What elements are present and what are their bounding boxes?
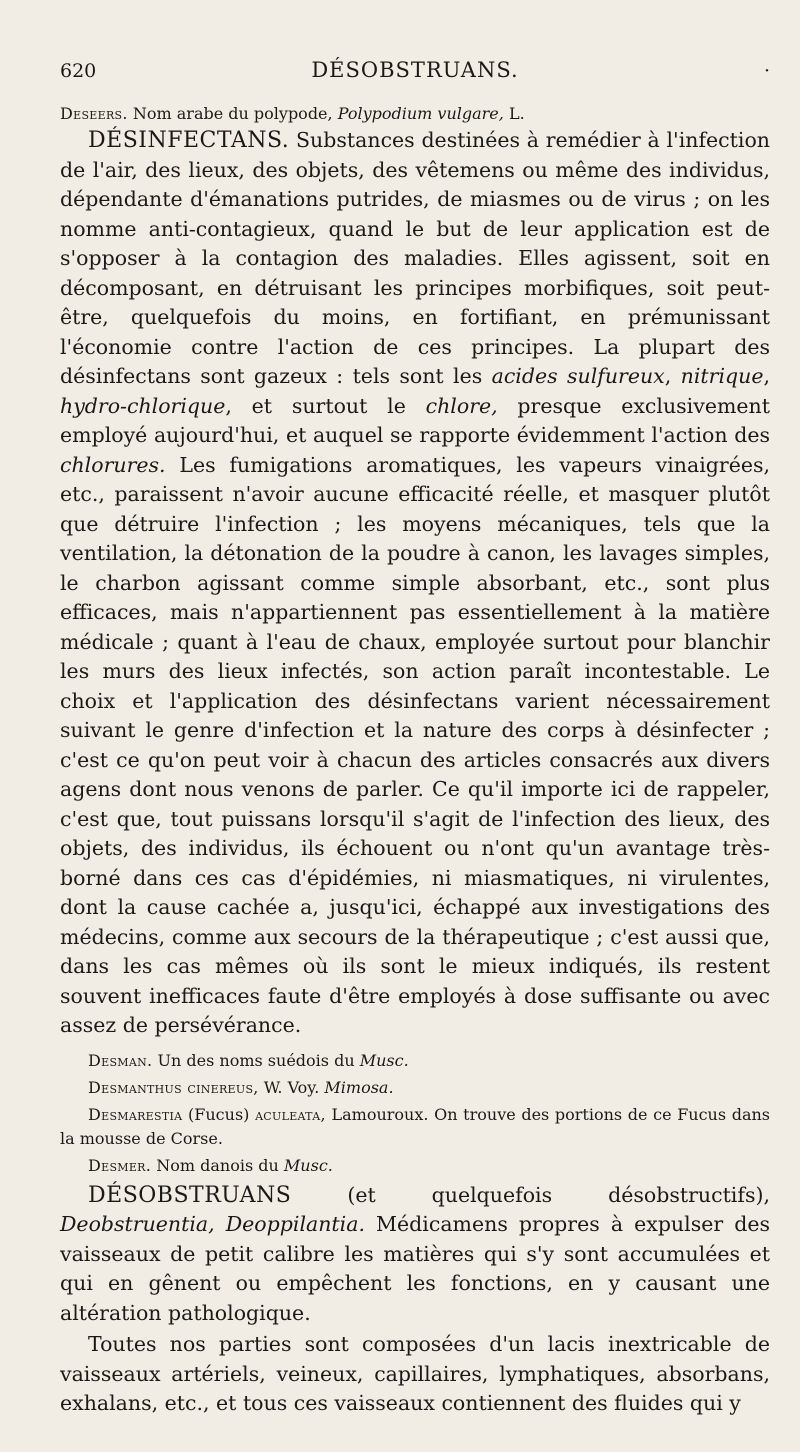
minor-entries — [60, 1049, 770, 1178]
running-title: DÉSOBSTRUANS. — [311, 58, 519, 82]
page-number: 620 — [60, 60, 97, 82]
entry-text: Lamouroux. On trouve des portions de ce Fucus dans la mousse de Corse. — [60, 1104, 771, 1148]
entry-desinfectans — [60, 126, 770, 1041]
entry-desobstruans — [60, 1181, 770, 1329]
entry-italic: Polypodium vulgare, — [337, 104, 504, 123]
paragraph-text: , et surtout le — [225, 393, 406, 418]
entry-italic: Mimosa. — [324, 1077, 394, 1097]
entry-head: Desmarestia — [88, 1104, 183, 1124]
italic-term: chlorures. — [60, 452, 166, 477]
entry-headword: DÉSOBSTRUANS — [88, 1182, 292, 1208]
entry-text: Un des noms suédois du — [157, 1050, 355, 1070]
paragraph-text: presque exclusivement employé aujourd'hui, et auquel se rapporte évidemment l'action des — [60, 393, 770, 447]
entry-italic: Musc. — [359, 1050, 409, 1070]
italic-term: Deobstruentia, Deoppilantia. — [60, 1212, 365, 1236]
entry-desman — [60, 1049, 770, 1073]
entry-head: Desman. — [88, 1050, 153, 1070]
entry-text: L. — [508, 104, 525, 123]
entry-desmanthus — [60, 1076, 770, 1100]
entry-head: Desmer. — [88, 1155, 152, 1175]
italic-term: acides sulfureux — [491, 364, 665, 388]
entry-text: Nom danois du — [156, 1155, 279, 1175]
page-header — [60, 58, 770, 102]
italic-term: chlore, — [425, 393, 498, 418]
entry-head: aculeata, — [255, 1104, 326, 1124]
entry-head: Deseers. — [60, 104, 128, 123]
paragraph-text: Médicamens propres à expulser des vaisseaux de petit calibre les matières qui s'y sont accumulées et qui en gênent ou empêchent les fonctions, en y causant une altération pathologique. — [60, 1212, 770, 1325]
paragraph-text: Substances destinées à remédier à l'infection de l'air, des lieux, des objets, des vêtemens ou même des individus, dépendante d'émanations putrides, de miasmes ou de virus ; on les nomme anti-contagieux, quand le but de leur application est de s'opposer à la contagion des maladies. Elles agissent, soit en décomposant, en détruisant les principes morbifiques, soit peut-être, quelquefois du moins, en fortifiant, en prémunissant l'économie contre l'action de ces principes. La plupart des désinfectans sont gazeux : tels sont les — [60, 128, 770, 388]
entry-text: (Fucus) — [188, 1104, 250, 1124]
entry-text: W. Voy. — [263, 1077, 320, 1097]
paragraph-text: Les fumigations aromatiques, les vapeurs vinaigrées, etc., paraissent n'avoir aucune efficacité réelle, et masquer plutôt que détruire l'infection ; les moyens mécaniques, tels que la ventilation, la détonation de la poudre à canon, les lavages simples, le charbon agissant comme simple absorbant, etc., sont plus efficaces, mais n'appartiennent pas essentiellement à la matière médicale ; quant à l'eau de chaux, employée surtout pour blanchir les murs des lieux infectés, son action paraît incontestable. Le choix et l'application des désinfectans varient nécessairement suivant le genre d'infection et la nature des corps à désinfecter ; c'est ce qu'on peut voir à chacun des articles consacrés aux divers agens dont nous venons de parler. Ce qu'il importe ici de rappeler, c'est que, tout puissans lorsqu'il s'agit de l'infection des lieux, des objets, des individus, ils échouent ou n'ont qu'un avantage très-borné dans ces cas d'épidémies, ni miasmatiques, ni virulentes, dont la cause cachée a, jusqu'ici, échappé aux investigations des médecins, comme aux secours de la thérapeutique ; c'est aussi que, dans les cas mêmes où ils sont le mieux indiqués, ils restent souvent inefficaces faute d'être employés à dose suffisante ou avec assez de persévérance. — [60, 452, 770, 1037]
entry-text: Nom arabe du polypode, — [132, 104, 333, 123]
entry-desmer — [60, 1154, 770, 1178]
paragraph-text: , — [664, 364, 672, 388]
paragraph-desobstruans-2: Toutes nos parties sont composées d'un lacis inextricable de vaisseaux artériels, veineux, capillaires, lymphatiques, absorbans, exhalans, etc., et tous ces vaisseaux contiennent des fluides qui y — [60, 1332, 770, 1415]
header-mark: · — [763, 60, 770, 82]
entry-deseers — [60, 102, 770, 126]
entry-desmarestia — [60, 1103, 770, 1151]
entry-head: Desmanthus cinereus, — [88, 1077, 259, 1097]
paragraph-text: (et quelquefois désobstructifs), — [347, 1182, 770, 1207]
italic-term: hydro-chlorique — [60, 393, 226, 418]
entry-italic: Musc. — [283, 1155, 333, 1175]
italic-term: nitrique — [680, 364, 764, 388]
paragraph-text: , — [763, 364, 770, 388]
entry-headword: DÉSINFECTANS. — [88, 128, 290, 153]
